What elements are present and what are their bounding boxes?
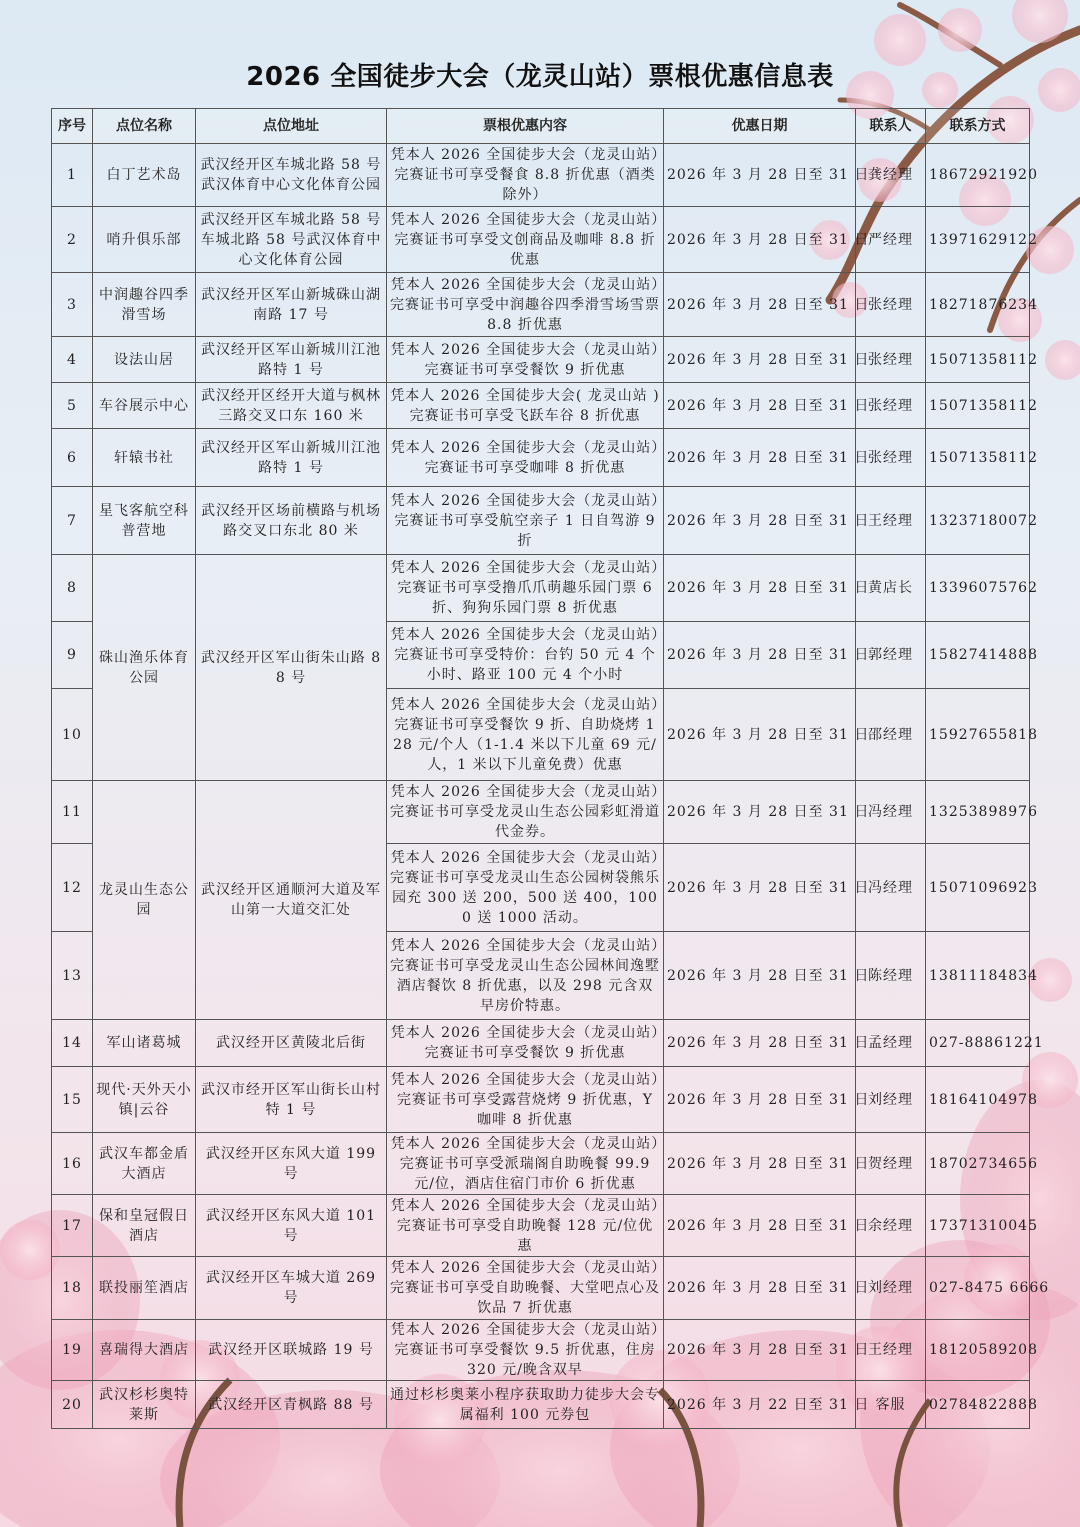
row-contact: 孟经理: [856, 1020, 926, 1067]
row-phone: 027-8475 6666: [926, 1257, 1030, 1320]
row-date: 2026 年 3 月 28 日至 31 日: [664, 144, 856, 207]
row-address: 武汉经开区青枫路 88 号: [196, 1381, 387, 1429]
row-phone: 13237180072: [926, 487, 1030, 555]
row-seq: 14: [52, 1020, 93, 1067]
row-seq: 5: [52, 383, 93, 429]
row-date: 2026 年 3 月 28 日至 31 日: [664, 1320, 856, 1381]
row-seq: 15: [52, 1067, 93, 1133]
row-date: 2026 年 3 月 28 日至 31 日: [664, 1067, 856, 1133]
row-contact: 黄店长: [856, 555, 926, 622]
row-date: 2026 年 3 月 28 日至 31 日: [664, 383, 856, 429]
row-seq: 1: [52, 144, 93, 207]
row-date: 2026 年 3 月 28 日至 31 日: [664, 932, 856, 1020]
row-phone: 15071358112: [926, 337, 1030, 383]
row-name: 武汉杉杉奥特莱斯: [93, 1381, 196, 1429]
row-name: 硃山渔乐体育公园: [93, 555, 196, 781]
row-phone: 18672921920: [926, 144, 1030, 207]
table-row: [52, 1381, 1030, 1429]
row-seq: 18: [52, 1257, 93, 1320]
table-row: [52, 1133, 1030, 1195]
row-contact: 严经理: [856, 207, 926, 273]
row-phone: 15071096923: [926, 844, 1030, 932]
table-row: [52, 1067, 1030, 1133]
row-date: 2026 年 3 月 28 日至 31 日: [664, 1257, 856, 1320]
row-name: 轩辕书社: [93, 429, 196, 487]
row-offer: 凭本人 2026 全国徒步大会（龙灵山站）完赛证书可享受咖啡 8 折优惠: [387, 429, 664, 487]
row-address: 武汉经开区军山新城硃山湖南路 17 号: [196, 273, 387, 337]
row-seq: 6: [52, 429, 93, 487]
row-phone: 13811184834: [926, 932, 1030, 1020]
row-address: 武汉经开区经开大道与枫林三路交叉口东 160 米: [196, 383, 387, 429]
row-offer: 凭本人 2026 全国徒步大会（龙灵山站）完赛证书可享受龙灵山生态公园林间逸墅酒店餐饮 8 折优惠，以及 298 元含双早房价特惠。: [387, 932, 664, 1020]
row-contact: 邵经理: [856, 689, 926, 781]
row-phone: 18271876234: [926, 273, 1030, 337]
header-seq: 序号: [52, 109, 93, 144]
row-seq: 20: [52, 1381, 93, 1429]
row-name: 联投丽笙酒店: [93, 1257, 196, 1320]
table-row: [52, 1195, 1030, 1257]
row-phone: 15071358112: [926, 383, 1030, 429]
row-name: 现代·天外天小镇|云谷: [93, 1067, 196, 1133]
table-row: [52, 144, 1030, 207]
row-name: 车谷展示中心: [93, 383, 196, 429]
row-contact: 张经理: [856, 429, 926, 487]
row-offer: 通过杉杉奥莱小程序获取助力徒步大会专属福利 100 元券包: [387, 1381, 664, 1429]
row-offer: 凭本人 2026 全国徒步大会( 龙灵山站 ) 完赛证书可享受飞跃车谷 8 折优惠: [387, 383, 664, 429]
row-offer: 凭本人 2026 全国徒步大会（龙灵山站）完赛证书可享受撸爪爪萌趣乐园门票 6 折、狗狗乐园门票 8 折优惠: [387, 555, 664, 622]
row-date: 2026 年 3 月 28 日至 31 日: [664, 273, 856, 337]
row-seq: 10: [52, 689, 93, 781]
row-name: 喜瑞得大酒店: [93, 1320, 196, 1381]
row-address: 武汉经开区东风大道 199 号: [196, 1133, 387, 1195]
row-name: 白丁艺术岛: [93, 144, 196, 207]
row-address: 武汉经开区场前横路与机场路交叉口东北 80 米: [196, 487, 387, 555]
row-contact: 王经理: [856, 1320, 926, 1381]
row-seq: 4: [52, 337, 93, 383]
table-row: [52, 781, 1030, 844]
row-date: 2026 年 3 月 28 日至 31 日: [664, 555, 856, 622]
row-offer: 凭本人 2026 全国徒步大会（龙灵山站）完赛证书可享受龙灵山生态公园彩虹滑道代金券。: [387, 781, 664, 844]
row-contact: 余经理: [856, 1195, 926, 1257]
header-address: 点位地址: [196, 109, 387, 144]
row-seq: 11: [52, 781, 93, 844]
row-address: 武汉经开区黄陵北后街: [196, 1020, 387, 1067]
row-seq: 19: [52, 1320, 93, 1381]
row-offer: 凭本人 2026 全国徒步大会（龙灵山站）完赛证书可享受餐饮 9 折优惠: [387, 1020, 664, 1067]
row-contact: 张经理: [856, 337, 926, 383]
row-contact: 王经理: [856, 487, 926, 555]
row-contact: 冯经理: [856, 844, 926, 932]
row-offer: 凭本人 2026 全国徒步大会（龙灵山站）完赛证书可享受露营烧烤 9 折优惠，Y 咖啡 8 折优惠: [387, 1067, 664, 1133]
row-seq: 9: [52, 622, 93, 689]
table-row: [52, 207, 1030, 273]
row-offer: 凭本人 2026 全国徒步大会（龙灵山站）完赛证书可享受自助晚餐、大堂吧点心及饮品 7 折优惠: [387, 1257, 664, 1320]
row-phone: 15927655818: [926, 689, 1030, 781]
row-offer: 凭本人 2026 全国徒步大会（龙灵山站）完赛证书可享受航空亲子 1 日自驾游 9 折: [387, 487, 664, 555]
table-header-row: [52, 109, 1030, 144]
row-contact: 陈经理: [856, 932, 926, 1020]
row-address: 武汉经开区东风大道 101 号: [196, 1195, 387, 1257]
row-contact: 刘经理: [856, 1067, 926, 1133]
row-address: 武汉经开区车城北路 58 号武汉体育中心文化体育公园: [196, 144, 387, 207]
row-offer: 凭本人 2026 全国徒步大会（龙灵山站）完赛证书可享受餐食 8.8 折优惠（酒类除外）: [387, 144, 664, 207]
header-offer: 票根优惠内容: [387, 109, 664, 144]
table-row: [52, 383, 1030, 429]
row-seq: 13: [52, 932, 93, 1020]
row-offer: 凭本人 2026 全国徒步大会（龙灵山站）完赛证书可享受中润趣谷四季滑雪场雪票 8.8 折优惠: [387, 273, 664, 337]
row-date: 2026 年 3 月 28 日至 31 日: [664, 207, 856, 273]
row-seq: 7: [52, 487, 93, 555]
row-phone: 15071358112: [926, 429, 1030, 487]
row-seq: 17: [52, 1195, 93, 1257]
row-contact: 张经理: [856, 273, 926, 337]
row-date: 2026 年 3 月 28 日至 31 日: [664, 781, 856, 844]
row-contact: 客服: [856, 1381, 926, 1429]
row-date: 2026 年 3 月 28 日至 31 日: [664, 337, 856, 383]
row-address: 武汉经开区联城路 19 号: [196, 1320, 387, 1381]
row-name: 武汉车都金盾大酒店: [93, 1133, 196, 1195]
row-phone: 027-88861221: [926, 1020, 1030, 1067]
row-seq: 2: [52, 207, 93, 273]
row-seq: 12: [52, 844, 93, 932]
row-date: 2026 年 3 月 28 日至 31 日: [664, 622, 856, 689]
row-offer: 凭本人 2026 全国徒步大会（龙灵山站）完赛证书可享受餐饮 9 折、自助烧烤 128 元/个人（1-1.4 米以下儿童 69 元/人，1 米以下儿童免费）优惠: [387, 689, 664, 781]
row-phone: 15827414888: [926, 622, 1030, 689]
row-date: 2026 年 3 月 28 日至 31 日: [664, 844, 856, 932]
row-offer: 凭本人 2026 全国徒步大会（龙灵山站）完赛证书可享受餐饮 9.5 折优惠，住房 320 元/晚含双早: [387, 1320, 664, 1381]
table-row: [52, 487, 1030, 555]
table-row: [52, 273, 1030, 337]
offers-table: [51, 108, 1050, 1429]
row-name: 保和皇冠假日酒店: [93, 1195, 196, 1257]
table-row: [52, 337, 1030, 383]
row-offer: 凭本人 2026 全国徒步大会（龙灵山站）完赛证书可享受自助晚餐 128 元/位优惠: [387, 1195, 664, 1257]
row-address: 武汉经开区军山新城川江池路特 1 号: [196, 429, 387, 487]
row-seq: 16: [52, 1133, 93, 1195]
table-row: [52, 1257, 1030, 1320]
row-offer: 凭本人 2026 全国徒步大会（龙灵山站）完赛证书可享受龙灵山生态公园树袋熊乐园充 300 送 200，500 送 400，1000 送 1000 活动。: [387, 844, 664, 932]
table-row: [52, 555, 1030, 622]
row-phone: 13971629122: [926, 207, 1030, 273]
row-address: 武汉经开区军山新城川江池路特 1 号: [196, 337, 387, 383]
row-name: 中润趣谷四季滑雪场: [93, 273, 196, 337]
row-offer: 凭本人 2026 全国徒步大会（龙灵山站）完赛证书可享受餐饮 9 折优惠: [387, 337, 664, 383]
table-row: [52, 429, 1030, 487]
row-phone: 17371310045: [926, 1195, 1030, 1257]
row-address: 武汉经开区车城北路 58 号车城北路 58 号武汉体育中心文化体育公园: [196, 207, 387, 273]
table-row: [52, 1020, 1030, 1067]
row-name: 龙灵山生态公园: [93, 781, 196, 1020]
row-address: 武汉经开区车城大道 269 号: [196, 1257, 387, 1320]
row-name: 星飞客航空科普营地: [93, 487, 196, 555]
row-seq: 3: [52, 273, 93, 337]
row-phone: 18702734656: [926, 1133, 1030, 1195]
row-name: 哨升俱乐部: [93, 207, 196, 273]
row-phone: 02784822888: [926, 1381, 1030, 1429]
table-row: [52, 1320, 1030, 1381]
header-name: 点位名称: [93, 109, 196, 144]
row-contact: 刘经理: [856, 1257, 926, 1320]
row-offer: 凭本人 2026 全国徒步大会（龙灵山站）完赛证书可享受特价：台钓 50 元 4 个小时、路亚 100 元 4 个小时: [387, 622, 664, 689]
row-address: 武汉经开区军山街朱山路 88 号: [196, 555, 387, 781]
row-contact: 贺经理: [856, 1133, 926, 1195]
row-address: 武汉市经开区军山街长山村特 1 号: [196, 1067, 387, 1133]
row-name: 军山诸葛城: [93, 1020, 196, 1067]
row-phone: 13253898976: [926, 781, 1030, 844]
header-contact: 联系人: [856, 109, 926, 144]
row-name: 设法山居: [93, 337, 196, 383]
page-title: 2026 全国徒步大会（龙灵山站）票根优惠信息表: [246, 62, 834, 92]
header-phone: 联系方式: [926, 109, 1030, 144]
row-date: 2026 年 3 月 28 日至 31 日: [664, 487, 856, 555]
row-date: 2026 年 3 月 28 日至 31 日: [664, 1020, 856, 1067]
row-phone: 13396075762: [926, 555, 1030, 622]
row-phone: 18164104978: [926, 1067, 1030, 1133]
row-offer: 凭本人 2026 全国徒步大会（龙灵山站）完赛证书可享受文创商品及咖啡 8.8 折优惠: [387, 207, 664, 273]
row-phone: 18120589208: [926, 1320, 1030, 1381]
row-address: 武汉经开区通顺河大道及军山第一大道交汇处: [196, 781, 387, 1020]
header-date: 优惠日期: [664, 109, 856, 144]
row-date: 2026 年 3 月 28 日至 31 日: [664, 1133, 856, 1195]
row-contact: 郭经理: [856, 622, 926, 689]
row-date: 2026 年 3 月 22 日至 31 日: [664, 1381, 856, 1429]
row-date: 2026 年 3 月 28 日至 31 日: [664, 1195, 856, 1257]
row-contact: 张经理: [856, 383, 926, 429]
row-date: 2026 年 3 月 28 日至 31 日: [664, 429, 856, 487]
row-contact: 冯经理: [856, 781, 926, 844]
row-contact: 龚经理: [856, 144, 926, 207]
row-offer: 凭本人 2026 全国徒步大会（龙灵山站）完赛证书可享受派瑞阁自助晚餐 99.9 元/位，酒店住宿门市价 6 折优惠: [387, 1133, 664, 1195]
row-seq: 8: [52, 555, 93, 622]
row-date: 2026 年 3 月 28 日至 31 日: [664, 689, 856, 781]
